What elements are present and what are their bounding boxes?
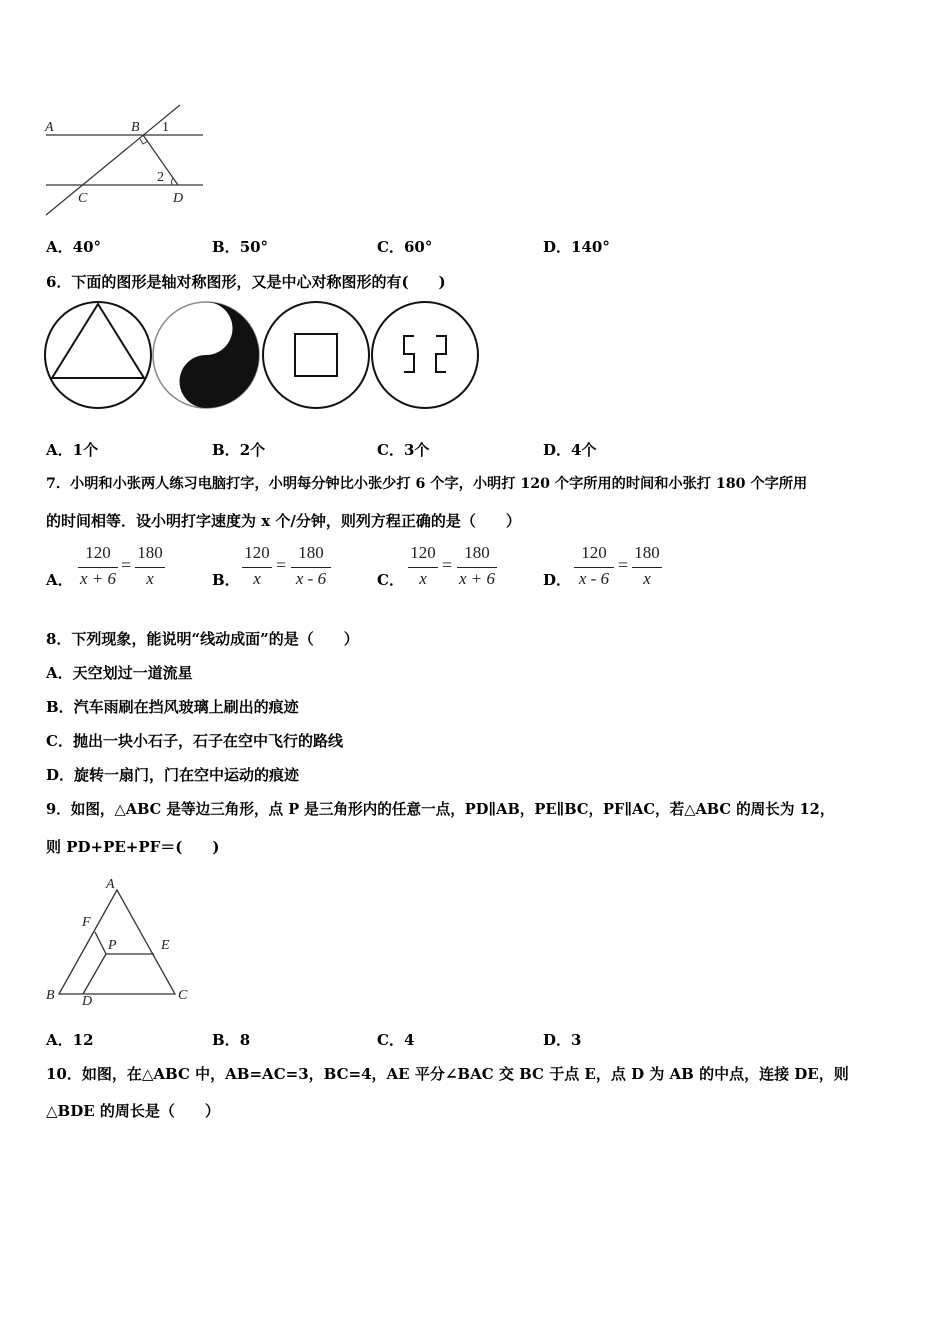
q7-option-b-letter[interactable]: B． bbox=[212, 571, 240, 589]
q5-option-c[interactable]: C．60° bbox=[377, 238, 433, 256]
q8-stem: 8．下列现象，能说明“线动成面”的是（ ） bbox=[46, 630, 359, 648]
q8-option-b[interactable]: B．汽车雨刷在挡风玻璃上刷出的痕迹 bbox=[46, 698, 299, 716]
q6-option-d[interactable]: D．4个 bbox=[543, 441, 597, 459]
q7-option-c-right-fraction: 180 x + 6 bbox=[458, 543, 496, 588]
q9-stem-line2: 则 PD+PE+PF＝( ) bbox=[46, 838, 220, 856]
q9-stem-line1: 9．如图，△ABC 是等边三角形，点 P 是三角形内的任意一点，PD∥AB，PE∥BC，PF∥AC，若△ABC 的周长为 12， bbox=[46, 801, 835, 818]
q5-option-a[interactable]: A．40° bbox=[46, 238, 102, 256]
q7-option-d-right-fraction: 180 x bbox=[630, 543, 664, 593]
q5-option-d[interactable]: D．140° bbox=[543, 238, 610, 256]
q9-label-d: D bbox=[82, 994, 93, 1009]
q10-stem-line1: 10．如图，在△ABC 中，AB=AC=3，BC=4，AE 平分∠BAC 交 BC 于点 E，点 D 为 AB 的中点，连接 DE，则 bbox=[46, 1065, 849, 1083]
q8-option-a[interactable]: A．天空划过一道流星 bbox=[46, 664, 193, 682]
q7-option-b-equals: = bbox=[276, 555, 287, 575]
q6-option-c[interactable]: C．3个 bbox=[377, 441, 430, 459]
q7-option-c-left-fraction: 120 x bbox=[406, 543, 440, 593]
q5-label-d: D bbox=[173, 191, 184, 206]
q7-option-d-left-fraction: 120 x - 6 bbox=[572, 543, 616, 593]
q6-option-a[interactable]: A．1个 bbox=[46, 441, 99, 459]
q7-option-a-equals: = bbox=[121, 555, 132, 575]
q8-option-d[interactable]: D．旋转一扇门，门在空中运动的痕迹 bbox=[46, 766, 300, 784]
q7-option-a-right-fraction: 180 x bbox=[133, 543, 167, 593]
q5-label-a: A bbox=[45, 120, 54, 135]
q6-option-b[interactable]: B．2个 bbox=[212, 441, 266, 459]
circle-triangle-figure bbox=[45, 302, 151, 408]
q6-stem: 6．下面的图形是轴对称图形，又是中心对称图形的有( ) bbox=[46, 273, 446, 291]
q5-label-c: C bbox=[78, 191, 88, 206]
q9-label-e: E bbox=[161, 938, 170, 953]
q9-label-p: P bbox=[108, 938, 117, 953]
q7-stem-line2: 的时间相等．设小明打字速度为 x 个/分钟，则列方程正确的是（ ） bbox=[46, 512, 521, 530]
q7-option-b-left-fraction: 120 x bbox=[240, 543, 274, 593]
q9-option-d[interactable]: D．3 bbox=[543, 1031, 582, 1049]
q6-figures bbox=[42, 298, 484, 414]
q7-option-b-right-fraction: 180 x - 6 bbox=[289, 543, 333, 593]
q9-label-f: F bbox=[82, 915, 91, 930]
yin-yang-figure bbox=[153, 302, 259, 408]
q7-option-a-left-fraction: 120 x + 6 bbox=[79, 543, 117, 588]
q7-option-d-equals: = bbox=[618, 555, 629, 575]
q5-label-2: 2 bbox=[157, 170, 164, 185]
q5-label-1: 1 bbox=[162, 120, 169, 135]
q7-option-c-equals: = bbox=[442, 555, 453, 575]
circle-square-figure bbox=[263, 302, 369, 408]
q7-stem-line1: 7．小明和小张两人练习电脑打字，小明每分钟比小张少打 6 个字，小明打 120 个字所用的时间和小张打 180 个字所用 bbox=[46, 476, 808, 492]
q7-option-a-letter[interactable]: A． bbox=[46, 571, 73, 589]
q5-label-b: B bbox=[131, 120, 140, 135]
q5-figure bbox=[40, 100, 210, 220]
q8-option-c[interactable]: C．抛出一块小石子，石子在空中飞行的路线 bbox=[46, 732, 343, 750]
q9-option-a[interactable]: A．12 bbox=[46, 1031, 94, 1049]
q9-option-b[interactable]: B．8 bbox=[212, 1031, 251, 1049]
q7-option-d-letter[interactable]: D． bbox=[543, 571, 572, 589]
circle-glyph-figure bbox=[372, 302, 478, 408]
q9-label-a: A bbox=[106, 877, 115, 892]
q9-label-c: C bbox=[178, 988, 188, 1003]
q7-option-c-letter[interactable]: C． bbox=[377, 571, 404, 589]
q9-option-c[interactable]: C．4 bbox=[377, 1031, 415, 1049]
q5-option-b[interactable]: B．50° bbox=[212, 238, 269, 256]
q9-label-b: B bbox=[46, 988, 55, 1003]
q9-figure bbox=[40, 872, 200, 1012]
q10-stem-line2: △BDE 的周长是（ ） bbox=[46, 1102, 220, 1120]
